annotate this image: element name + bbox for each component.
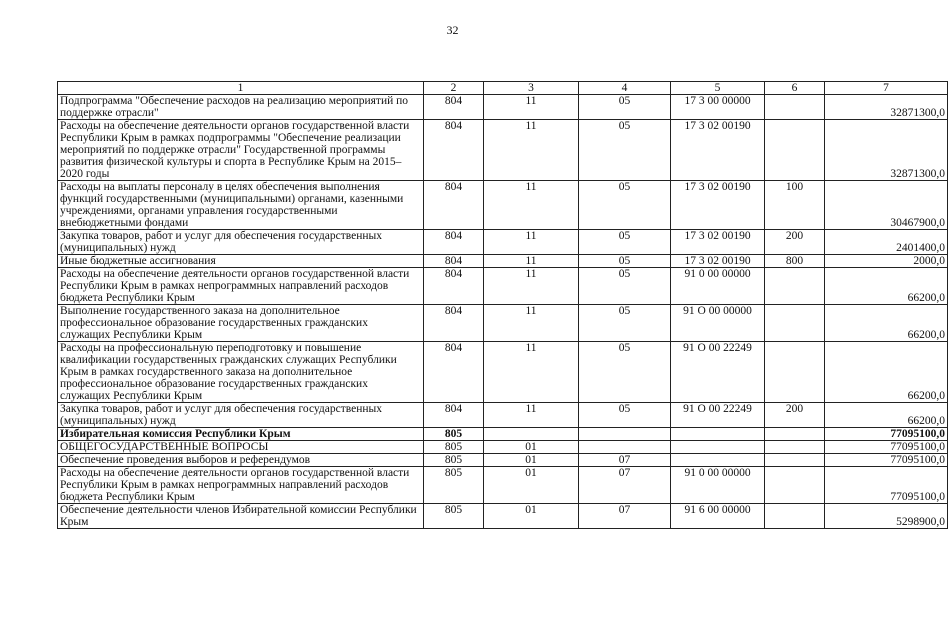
row-target-article-cell: 17 3 02 00190 [671, 255, 765, 268]
row-grbs-cell: 804 [424, 305, 484, 342]
row-expense-type-cell [765, 120, 825, 181]
table-row [58, 95, 948, 120]
header-cell: 6 [765, 82, 825, 95]
table-row [58, 305, 948, 342]
row-name-cell: Расходы на обеспечение деятельности органов государственной власти Республики Крым в рамках подпрограммы "Обеспечение реализации мероприятий по поддержке отрасли" Государственной программы развития физической культуры и спорта в Республике Крым на 2015–2020 годы [58, 120, 424, 181]
row-name-cell: Расходы на профессиональную переподготовку и повышение квалификации государственных гражданских служащих Республики Крым в рамках государственного заказа на дополнительное профессиональное образование государственных гражданских служащих Республики Крым [58, 342, 424, 403]
row-subsection-cell: 05 [579, 403, 671, 428]
row-section-cell: 01 [484, 504, 579, 529]
table-row [58, 467, 948, 504]
row-expense-type-cell [765, 504, 825, 529]
row-sum-cell: 77095100,0 [825, 428, 948, 441]
row-sum-cell: 66200,0 [825, 268, 948, 305]
row-expense-type-cell [765, 428, 825, 441]
row-subsection-cell: 05 [579, 230, 671, 255]
row-target-article-cell: 17 3 02 00190 [671, 120, 765, 181]
row-section-cell: 11 [484, 342, 579, 403]
row-name-cell: Подпрограмма "Обеспечение расходов на реализацию мероприятий по поддержке отрасли" [58, 95, 424, 120]
row-expense-type-cell [765, 305, 825, 342]
row-target-article-cell: 91 0 00 00000 [671, 268, 765, 305]
row-expense-type-cell [765, 467, 825, 504]
table-row [58, 454, 948, 467]
row-grbs-cell: 804 [424, 268, 484, 305]
row-subsection-cell [579, 428, 671, 441]
row-section-cell: 01 [484, 467, 579, 504]
table-row [58, 441, 948, 454]
row-section-cell: 11 [484, 305, 579, 342]
table-body [58, 82, 948, 529]
row-grbs-cell: 805 [424, 504, 484, 529]
header-cell: 3 [484, 82, 579, 95]
row-target-article-cell: 17 3 00 00000 [671, 95, 765, 120]
row-name-cell: Иные бюджетные ассигнования [58, 255, 424, 268]
table-row [58, 255, 948, 268]
row-subsection-cell: 07 [579, 504, 671, 529]
row-sum-cell: 66200,0 [825, 403, 948, 428]
table-row [58, 403, 948, 428]
row-grbs-cell: 805 [424, 467, 484, 504]
row-sum-cell: 32871300,0 [825, 95, 948, 120]
table-row [58, 230, 948, 255]
row-target-article-cell: 91 6 00 00000 [671, 504, 765, 529]
header-cell: 2 [424, 82, 484, 95]
row-subsection-cell [579, 441, 671, 454]
row-name-cell: Закупка товаров, работ и услуг для обеспечения государственных (муниципальных) нужд [58, 230, 424, 255]
row-expense-type-cell [765, 95, 825, 120]
row-section-cell: 11 [484, 120, 579, 181]
table-row [58, 342, 948, 403]
row-section-cell: 11 [484, 230, 579, 255]
row-section-cell: 01 [484, 441, 579, 454]
header-cell: 5 [671, 82, 765, 95]
row-expense-type-cell [765, 342, 825, 403]
row-expense-type-cell: 100 [765, 181, 825, 230]
row-target-article-cell: 91 О 00 00000 [671, 305, 765, 342]
row-grbs-cell: 804 [424, 120, 484, 181]
row-name-cell: Выполнение государственного заказа на дополнительное профессиональное образование государственных гражданских служащих Республики Крым [58, 305, 424, 342]
row-grbs-cell: 804 [424, 230, 484, 255]
row-grbs-cell: 804 [424, 403, 484, 428]
header-cell: 1 [58, 82, 424, 95]
row-expense-type-cell [765, 454, 825, 467]
row-expense-type-cell: 200 [765, 230, 825, 255]
row-subsection-cell: 05 [579, 95, 671, 120]
row-target-article-cell [671, 454, 765, 467]
row-grbs-cell: 804 [424, 342, 484, 403]
table-row [58, 120, 948, 181]
row-grbs-cell: 804 [424, 95, 484, 120]
table-row [58, 428, 948, 441]
row-name-cell: Избирательная комиссия Республики Крым [58, 428, 424, 441]
table-row [58, 181, 948, 230]
table-header-row [58, 82, 948, 95]
row-name-cell: Обеспечение проведения выборов и референдумов [58, 454, 424, 467]
row-sum-cell: 66200,0 [825, 305, 948, 342]
table-row [58, 268, 948, 305]
row-target-article-cell: 17 3 02 00190 [671, 230, 765, 255]
row-expense-type-cell [765, 268, 825, 305]
row-sum-cell: 30467900,0 [825, 181, 948, 230]
row-sum-cell: 77095100,0 [825, 454, 948, 467]
row-subsection-cell: 05 [579, 255, 671, 268]
row-sum-cell: 5298900,0 [825, 504, 948, 529]
row-sum-cell: 66200,0 [825, 342, 948, 403]
row-subsection-cell: 05 [579, 342, 671, 403]
row-section-cell: 11 [484, 403, 579, 428]
row-name-cell: ОБЩЕГОСУДАРСТВЕННЫЕ ВОПРОСЫ [58, 441, 424, 454]
row-sum-cell: 2401400,0 [825, 230, 948, 255]
row-grbs-cell: 805 [424, 428, 484, 441]
row-grbs-cell: 805 [424, 441, 484, 454]
row-name-cell: Обеспечение деятельности членов Избирательной комиссии Республики Крым [58, 504, 424, 529]
row-section-cell: 11 [484, 268, 579, 305]
row-target-article-cell: 91 0 00 00000 [671, 467, 765, 504]
row-subsection-cell: 07 [579, 467, 671, 504]
row-section-cell: 11 [484, 181, 579, 230]
row-subsection-cell: 05 [579, 268, 671, 305]
row-grbs-cell: 804 [424, 181, 484, 230]
row-subsection-cell: 07 [579, 454, 671, 467]
row-subsection-cell: 05 [579, 305, 671, 342]
row-expense-type-cell: 200 [765, 403, 825, 428]
row-name-cell: Расходы на обеспечение деятельности органов государственной власти Республики Крым в рамках непрограммных направлений расходов бюджета Республики Крым [58, 467, 424, 504]
row-name-cell: Расходы на обеспечение деятельности органов государственной власти Республики Крым в рамках непрограммных направлений расходов бюджета Республики Крым [58, 268, 424, 305]
table-row [58, 504, 948, 529]
row-target-article-cell: 91 О 00 22249 [671, 403, 765, 428]
row-subsection-cell: 05 [579, 120, 671, 181]
row-section-cell: 01 [484, 454, 579, 467]
row-expense-type-cell [765, 441, 825, 454]
row-expense-type-cell: 800 [765, 255, 825, 268]
row-sum-cell: 32871300,0 [825, 120, 948, 181]
row-section-cell: 11 [484, 255, 579, 268]
row-grbs-cell: 804 [424, 255, 484, 268]
row-sum-cell: 2000,0 [825, 255, 948, 268]
row-section-cell [484, 428, 579, 441]
row-target-article-cell: 91 О 00 22249 [671, 342, 765, 403]
budget-table [57, 81, 948, 529]
header-cell: 4 [579, 82, 671, 95]
row-sum-cell: 77095100,0 [825, 441, 948, 454]
row-name-cell: Расходы на выплаты персоналу в целях обеспечения выполнения функций государственными (муниципальными) органами, казенными учреждениями, органами управления государственными внебюджетными фондами [58, 181, 424, 230]
row-subsection-cell: 05 [579, 181, 671, 230]
row-target-article-cell [671, 441, 765, 454]
row-section-cell: 11 [484, 95, 579, 120]
row-grbs-cell: 805 [424, 454, 484, 467]
row-name-cell: Закупка товаров, работ и услуг для обеспечения государственных (муниципальных) нужд [58, 403, 424, 428]
row-target-article-cell [671, 428, 765, 441]
row-sum-cell: 77095100,0 [825, 467, 948, 504]
header-cell: 7 [825, 82, 948, 95]
row-target-article-cell: 17 3 02 00190 [671, 181, 765, 230]
page-number: 32 [446, 23, 459, 37]
